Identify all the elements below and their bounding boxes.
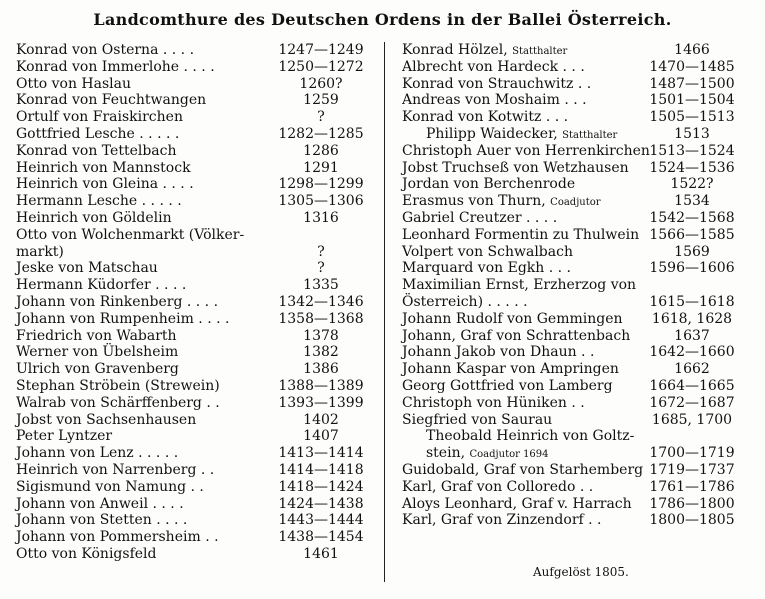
- entry-name-text: Jordan von Berchenrode: [402, 176, 576, 193]
- entry-name: [402, 395, 585, 412]
- entry-name-text: Maximilian Ernst, Erzherzog von: [402, 277, 637, 294]
- entry-date: 1501—1504: [649, 92, 735, 109]
- entry-name-text: Karl, Graf von Colloredo . .: [402, 478, 594, 495]
- entry-name-text: Konrad von Feuchtwangen: [16, 92, 207, 109]
- entry-name-text: Stephan Ströbein (Strewein): [16, 377, 220, 394]
- entry-name: [402, 412, 552, 429]
- entry-date: 1291: [303, 159, 339, 176]
- entry-name: [402, 260, 571, 277]
- list-item: [16, 126, 376, 143]
- list-item: [16, 42, 376, 59]
- entry-date: 1685, 1700: [651, 411, 733, 428]
- entry-date: 1316: [303, 209, 339, 226]
- entry-date: 1413—1414: [278, 445, 364, 462]
- entry-name-text: Ortulf von Fraiskirchen: [16, 109, 183, 126]
- list-item: [16, 496, 376, 513]
- entry-name: [402, 244, 573, 261]
- list-item: [16, 412, 376, 429]
- list-item: [402, 76, 752, 93]
- list-item: [16, 193, 376, 210]
- entry-name: [16, 546, 156, 563]
- entry-date: 1513—1524: [649, 142, 735, 159]
- list-item: [16, 277, 376, 294]
- entry-name-text: Johann von Rumpenheim . . . .: [16, 310, 230, 327]
- entry-date: 1259: [303, 92, 339, 109]
- entry-date: 1335: [303, 277, 339, 294]
- entry-name-text: Jeske von Matschau: [16, 260, 158, 277]
- entry-note: Coadjutor: [550, 197, 601, 209]
- entry-name-text: Johann Rudolf von Gemmingen: [402, 310, 623, 327]
- entry-name: [402, 361, 619, 378]
- entry-name: [16, 512, 187, 529]
- entry-name: [402, 277, 636, 294]
- entry-name: [16, 227, 244, 244]
- entry-name-text: Aloys Leonhard, Graf v. Harrach: [402, 495, 632, 512]
- entry-name-text: Siegfried von Saurau: [402, 411, 553, 428]
- entry-name-text: Georg Gottfried von Lamberg: [402, 377, 613, 394]
- list-item: [16, 76, 376, 93]
- entry-name-text: Konrad Hölzel,: [402, 42, 508, 58]
- entry-name-text: markt): [16, 243, 64, 260]
- entry-date: 1786—1800: [649, 495, 735, 512]
- entry-date: 1378: [303, 327, 339, 344]
- entry-date: 1438—1454: [278, 529, 364, 546]
- list-item: [402, 445, 752, 462]
- entry-name-text: Konrad von Kotwitz . . .: [402, 109, 569, 126]
- entry-name-text: Werner von Übelsheim: [16, 344, 179, 361]
- entry-date: 1800—1805: [649, 512, 735, 529]
- entry-name-text: Heinrich von Narrenberg . .: [16, 461, 215, 478]
- entry-name: [402, 294, 528, 311]
- list-item: [402, 244, 752, 261]
- entry-name: [402, 59, 585, 76]
- entry-date: 1700—1719: [649, 445, 735, 462]
- entry-note: Statthalter: [512, 46, 568, 57]
- entry-name-text: Konrad von Strauchwitz . .: [402, 75, 592, 92]
- entry-date: 1662: [674, 361, 710, 378]
- list-item: [16, 462, 376, 479]
- entry-name: [402, 227, 639, 244]
- list-item: [402, 42, 752, 59]
- entry-date: 1618, 1628: [651, 310, 733, 327]
- entry-date: 1664—1665: [649, 377, 735, 394]
- entry-name-text: Gottfried Lesche . . . . .: [16, 125, 180, 142]
- list-item: [16, 445, 376, 462]
- entry-name: [402, 479, 593, 496]
- entry-name-text: Leonhard Formentin zu Thulwein: [402, 226, 640, 243]
- list-item: [402, 361, 752, 378]
- entry-name: [16, 260, 158, 277]
- list-item: [16, 529, 376, 546]
- entry-name: [16, 109, 183, 126]
- entry-date: ?: [317, 109, 325, 126]
- entry-name-text: Christoph Auer von Herrenkirchen: [402, 142, 650, 159]
- entry-date: 1719—1737: [649, 461, 735, 478]
- list-item: [16, 109, 376, 126]
- list-item: [402, 143, 752, 160]
- list-item: [402, 126, 752, 143]
- entry-name: [16, 294, 218, 311]
- entry-name: [402, 378, 613, 395]
- entry-name: [402, 92, 587, 109]
- entry-date: 1386: [303, 361, 339, 378]
- entry-name-text: Johann von Lenz . . . . .: [16, 445, 179, 462]
- entry-name-text: Johann Jakob von Dhaun . .: [402, 344, 595, 361]
- entry-name-text: Otto von Königsfeld: [16, 545, 157, 562]
- entry-name: [16, 428, 112, 445]
- entry-date: 1286: [303, 142, 339, 159]
- entry-name: [16, 496, 184, 513]
- entry-name-text: Jobst von Sachsenhausen: [16, 411, 197, 428]
- entry-name-text: Volpert von Schwalbach: [402, 243, 573, 260]
- list-item: [402, 277, 752, 294]
- entry-date: 1282—1285: [278, 125, 364, 142]
- entry-date: ?: [317, 260, 325, 277]
- entry-name: [16, 42, 194, 59]
- right-column: [402, 42, 752, 529]
- entry-name: [16, 311, 229, 328]
- entry-name: [16, 210, 172, 227]
- entry-name: [16, 344, 178, 361]
- entry-name: [402, 311, 623, 328]
- entry-date: 1542—1568: [649, 209, 735, 226]
- entry-name: [16, 479, 204, 496]
- list-item: [16, 227, 376, 244]
- list-item: [16, 395, 376, 412]
- list-item: [16, 176, 376, 193]
- list-item: [402, 479, 752, 496]
- entry-name-text: Peter Lyntzer: [16, 428, 113, 445]
- entry-name-text: Johann von Anweil . . . .: [16, 495, 184, 512]
- entry-name-text: Guidobald, Graf von Starhemberg: [402, 461, 644, 478]
- entry-name: [16, 412, 196, 429]
- entry-date: 1407: [303, 428, 339, 445]
- entry-name-text: Philipp Waidecker,: [426, 125, 558, 142]
- entry-date: 1513: [674, 125, 710, 142]
- entry-name: [16, 328, 177, 345]
- page-title: Landcomthure des Deutschen Ordens in der Ballei Österreich.: [93, 10, 672, 29]
- entry-date: 1250—1272: [278, 58, 364, 75]
- entry-name: [402, 210, 557, 227]
- entry-name: [16, 59, 215, 76]
- list-item: [402, 210, 752, 227]
- entry-date: 1569: [674, 243, 710, 260]
- list-item: [402, 512, 752, 529]
- entry-name-text: Andreas von Moshaim . . .: [402, 92, 587, 109]
- entry-name-text: Heinrich von Mannstock: [16, 159, 191, 176]
- entry-name: [402, 496, 632, 513]
- entry-name: [16, 76, 131, 93]
- list-item: [402, 294, 752, 311]
- entry-name-text: Ulrich von Gravenberg: [16, 361, 179, 378]
- entry-date: 1672—1687: [649, 394, 735, 411]
- entry-date: 1388—1389: [278, 377, 364, 394]
- entry-name-text: Christoph von Hüniken . .: [402, 394, 585, 411]
- entry-date: 1443—1444: [278, 512, 364, 529]
- entry-date: 1393—1399: [278, 394, 364, 411]
- list-item: [16, 546, 376, 563]
- list-item: [16, 92, 376, 109]
- entry-date: 1534: [674, 193, 710, 210]
- entry-name: [16, 126, 179, 143]
- entry-name-text: Hermann Küdorfer . . . .: [16, 277, 187, 294]
- entry-name-text: Friedrich von Wabarth: [16, 327, 177, 344]
- entry-name-text: Heinrich von Gleina . . . .: [16, 176, 194, 193]
- list-item: [16, 361, 376, 378]
- entry-name: [16, 193, 182, 210]
- entry-name-text: Albrecht von Hardeck . . .: [402, 58, 585, 75]
- entry-name-text: Gabriel Creutzer . . . .: [402, 209, 558, 226]
- list-item: [402, 428, 752, 445]
- footer-note: Aufgelöst 1805.: [533, 565, 629, 579]
- entry-name-text: Johann von Stetten . . . .: [16, 512, 188, 529]
- entry-name-text: Hermann Lesche . . . . .: [16, 193, 182, 210]
- entry-name-text: Konrad von Immerlohe . . . .: [16, 58, 215, 75]
- entry-date: 1414—1418: [278, 461, 364, 478]
- entry-name-text: Konrad von Osterna . . . .: [16, 42, 195, 58]
- entry-name: [16, 378, 220, 395]
- column-divider: [384, 42, 385, 582]
- entry-date: 1466: [674, 42, 710, 58]
- entry-name: [402, 328, 630, 345]
- entry-name: [402, 344, 594, 361]
- list-item: [402, 92, 752, 109]
- entry-date: 1522?: [670, 176, 714, 193]
- entry-name: [16, 529, 219, 546]
- entry-name: [16, 160, 191, 177]
- entry-name: [402, 160, 629, 177]
- entry-date: 1761—1786: [649, 478, 735, 495]
- list-item: [16, 210, 376, 227]
- entry-name-text: Johann von Pommersheim . .: [16, 529, 219, 546]
- entry-name-text: stein,: [426, 445, 466, 462]
- entry-date: 1637: [674, 327, 710, 344]
- entry-name: [16, 176, 194, 193]
- list-item: [402, 109, 752, 126]
- entry-note: Statthalter: [562, 129, 618, 141]
- list-item: [16, 344, 376, 361]
- entry-date: 1487—1500: [649, 75, 735, 92]
- entry-name: [16, 361, 179, 378]
- entry-date: 1418—1424: [278, 478, 364, 495]
- entry-date: 1615—1618: [649, 293, 735, 310]
- entry-name-text: Johann, Graf von Schrattenbach: [402, 327, 631, 344]
- list-item: [402, 462, 752, 479]
- entry-name-text: Heinrich von Göldelin: [16, 209, 172, 226]
- entry-name-text: Walrab von Schärffenberg . .: [16, 394, 220, 411]
- entry-name-text: Sigismund von Namung . .: [16, 478, 204, 495]
- list-item: [402, 176, 752, 193]
- entry-date: 1382: [303, 344, 339, 361]
- entry-name-text: Otto von Haslau: [16, 75, 131, 92]
- left-column: [16, 42, 376, 563]
- list-item: [16, 479, 376, 496]
- list-item: [16, 328, 376, 345]
- entry-name-text: Theobald Heinrich von Goltz-: [426, 428, 635, 445]
- entry-name: [426, 428, 634, 445]
- entry-name-text: Marquard von Egkh . . .: [402, 260, 571, 277]
- list-item: [16, 294, 376, 311]
- entry-date: 1596—1606: [649, 260, 735, 277]
- list-item: [16, 512, 376, 529]
- list-item: [16, 244, 376, 261]
- entry-date: 1402: [303, 411, 339, 428]
- entry-date: 1358—1368: [278, 310, 364, 327]
- list-item: [402, 344, 752, 361]
- entry-name: [16, 244, 64, 261]
- list-item: [402, 378, 752, 395]
- entry-name: [16, 462, 214, 479]
- list-item: [402, 160, 752, 177]
- entry-date: 1566—1585: [649, 226, 735, 243]
- entry-name-text: Konrad von Tettelbach: [16, 142, 177, 159]
- entry-name: [16, 395, 220, 412]
- entry-name: [402, 109, 568, 126]
- list-item: [16, 260, 376, 277]
- entry-date: 1470—1485: [649, 58, 735, 75]
- entry-name-text: Jobst Truchseß von Wetzhausen: [402, 159, 629, 176]
- entry-date: 1461: [303, 545, 339, 562]
- entry-date: 1424—1438: [278, 495, 364, 512]
- entry-name: [402, 512, 602, 529]
- entry-date: 1298—1299: [278, 176, 364, 193]
- entry-name: [402, 462, 643, 479]
- entry-name: [402, 176, 575, 193]
- entry-date: ?: [317, 243, 325, 260]
- list-item: [402, 395, 752, 412]
- entry-date: 1642—1660: [649, 344, 735, 361]
- entry-name: [402, 76, 591, 93]
- entry-name: [402, 143, 650, 160]
- list-item: [402, 311, 752, 328]
- entry-date: 1524—1536: [649, 159, 735, 176]
- list-item: [16, 143, 376, 160]
- entry-name-text: Johann Kaspar von Ampringen: [402, 361, 619, 378]
- list-item: [16, 311, 376, 328]
- list-item: [402, 193, 752, 210]
- entry-date: 1342—1346: [278, 293, 364, 310]
- entry-date: 1305—1306: [278, 193, 364, 210]
- entry-date: 1247—1249: [278, 42, 364, 58]
- list-item: [402, 260, 752, 277]
- list-item: [402, 496, 752, 513]
- entry-date: 1260?: [299, 75, 343, 92]
- list-item: [402, 328, 752, 345]
- list-item: [16, 160, 376, 177]
- list-item: [402, 227, 752, 244]
- entry-name-text: Johann von Rinkenberg . . . .: [16, 293, 219, 310]
- list-item: [402, 412, 752, 429]
- list-item: [16, 428, 376, 445]
- entry-name-text: Österreich) . . . . .: [402, 293, 528, 310]
- list-item: [16, 378, 376, 395]
- entry-name: [16, 277, 186, 294]
- entry-name-text: Otto von Wolchenmarkt (Völker-: [16, 226, 245, 243]
- entry-name-text: Karl, Graf von Zinzendorf . .: [402, 512, 602, 529]
- entry-date: 1505—1513: [649, 109, 735, 126]
- entry-name-text: Erasmus von Thurn,: [402, 193, 546, 210]
- entry-name: [16, 445, 178, 462]
- list-item: [402, 59, 752, 76]
- list-item: [16, 59, 376, 76]
- entry-note: Coadjutor 1694: [469, 449, 549, 461]
- entry-name: [16, 92, 206, 109]
- entry-name: [16, 143, 177, 160]
